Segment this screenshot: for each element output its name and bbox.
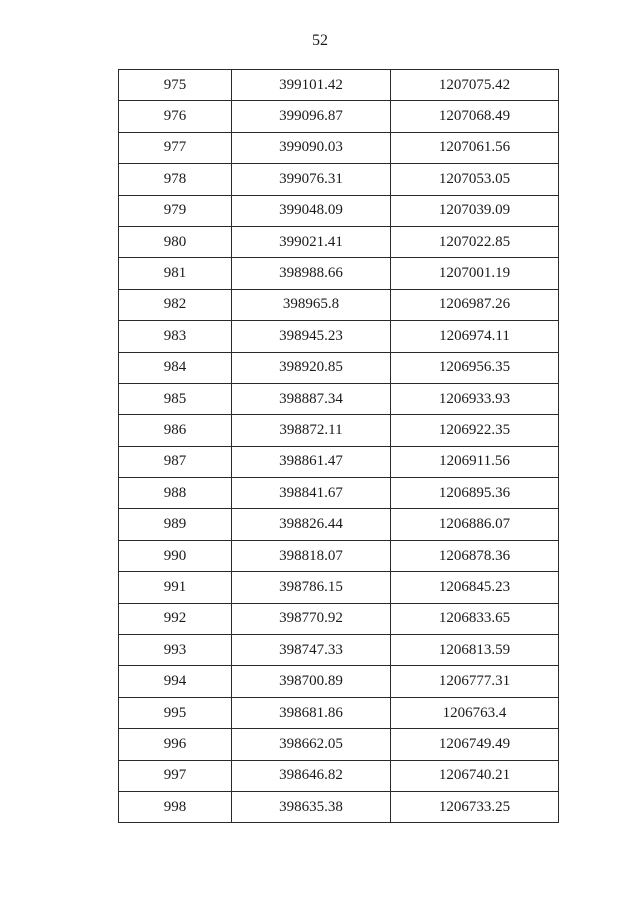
x-coordinate-cell: 398988.66 xyxy=(232,258,391,289)
table-row xyxy=(119,226,559,257)
x-coordinate-cell: 398635.38 xyxy=(232,791,391,822)
x-coordinate-cell: 398700.89 xyxy=(232,666,391,697)
table-row xyxy=(119,478,559,509)
table-row xyxy=(119,666,559,697)
y-coordinate-cell: 1206911.56 xyxy=(391,446,559,477)
point-number-cell: 988 xyxy=(119,478,232,509)
point-number-cell: 984 xyxy=(119,352,232,383)
x-coordinate-cell: 398945.23 xyxy=(232,321,391,352)
table-row xyxy=(119,572,559,603)
table-row xyxy=(119,132,559,163)
table-row xyxy=(119,791,559,822)
y-coordinate-cell: 1207039.09 xyxy=(391,195,559,226)
x-coordinate-cell: 398646.82 xyxy=(232,760,391,791)
y-coordinate-cell: 1206763.4 xyxy=(391,697,559,728)
coordinate-table xyxy=(118,69,559,823)
y-coordinate-cell: 1207075.42 xyxy=(391,70,559,101)
y-coordinate-cell: 1206833.65 xyxy=(391,603,559,634)
coordinate-table-body xyxy=(119,70,559,823)
point-number-cell: 995 xyxy=(119,697,232,728)
y-coordinate-cell: 1206922.35 xyxy=(391,415,559,446)
table-row xyxy=(119,195,559,226)
table-row xyxy=(119,289,559,320)
y-coordinate-cell: 1207068.49 xyxy=(391,101,559,132)
y-coordinate-cell: 1206895.36 xyxy=(391,478,559,509)
y-coordinate-cell: 1206740.21 xyxy=(391,760,559,791)
point-number-cell: 993 xyxy=(119,635,232,666)
table-row xyxy=(119,760,559,791)
point-number-cell: 989 xyxy=(119,509,232,540)
y-coordinate-cell: 1206777.31 xyxy=(391,666,559,697)
y-coordinate-cell: 1206813.59 xyxy=(391,635,559,666)
table-row xyxy=(119,509,559,540)
y-coordinate-cell: 1207022.85 xyxy=(391,226,559,257)
point-number-cell: 998 xyxy=(119,791,232,822)
x-coordinate-cell: 399090.03 xyxy=(232,132,391,163)
table-row xyxy=(119,383,559,414)
table-row xyxy=(119,697,559,728)
x-coordinate-cell: 399101.42 xyxy=(232,70,391,101)
table-row xyxy=(119,321,559,352)
point-number-cell: 997 xyxy=(119,760,232,791)
x-coordinate-cell: 398747.33 xyxy=(232,635,391,666)
x-coordinate-cell: 398818.07 xyxy=(232,540,391,571)
x-coordinate-cell: 398681.86 xyxy=(232,697,391,728)
table-row xyxy=(119,603,559,634)
point-number-cell: 975 xyxy=(119,70,232,101)
page-number: 52 xyxy=(312,32,328,49)
x-coordinate-cell: 398887.34 xyxy=(232,383,391,414)
x-coordinate-cell: 399048.09 xyxy=(232,195,391,226)
x-coordinate-cell: 398861.47 xyxy=(232,446,391,477)
point-number-cell: 978 xyxy=(119,164,232,195)
table-row xyxy=(119,164,559,195)
y-coordinate-cell: 1206749.49 xyxy=(391,729,559,760)
y-coordinate-cell: 1207053.05 xyxy=(391,164,559,195)
point-number-cell: 991 xyxy=(119,572,232,603)
x-coordinate-cell: 398662.05 xyxy=(232,729,391,760)
x-coordinate-cell: 399096.87 xyxy=(232,101,391,132)
x-coordinate-cell: 398872.11 xyxy=(232,415,391,446)
y-coordinate-cell: 1206878.36 xyxy=(391,540,559,571)
point-number-cell: 977 xyxy=(119,132,232,163)
table-row xyxy=(119,540,559,571)
x-coordinate-cell: 398786.15 xyxy=(232,572,391,603)
x-coordinate-cell: 398770.92 xyxy=(232,603,391,634)
table-row xyxy=(119,258,559,289)
y-coordinate-cell: 1206845.23 xyxy=(391,572,559,603)
point-number-cell: 992 xyxy=(119,603,232,634)
point-number-cell: 981 xyxy=(119,258,232,289)
point-number-cell: 976 xyxy=(119,101,232,132)
y-coordinate-cell: 1206974.11 xyxy=(391,321,559,352)
table-row xyxy=(119,635,559,666)
point-number-cell: 990 xyxy=(119,540,232,571)
y-coordinate-cell: 1206987.26 xyxy=(391,289,559,320)
point-number-cell: 982 xyxy=(119,289,232,320)
x-coordinate-cell: 399021.41 xyxy=(232,226,391,257)
point-number-cell: 994 xyxy=(119,666,232,697)
x-coordinate-cell: 398826.44 xyxy=(232,509,391,540)
point-number-cell: 983 xyxy=(119,321,232,352)
table-row xyxy=(119,446,559,477)
x-coordinate-cell: 399076.31 xyxy=(232,164,391,195)
y-coordinate-cell: 1207001.19 xyxy=(391,258,559,289)
y-coordinate-cell: 1206956.35 xyxy=(391,352,559,383)
y-coordinate-cell: 1206733.25 xyxy=(391,791,559,822)
table-row xyxy=(119,70,559,101)
y-coordinate-cell: 1206933.93 xyxy=(391,383,559,414)
x-coordinate-cell: 398841.67 xyxy=(232,478,391,509)
point-number-cell: 980 xyxy=(119,226,232,257)
table-row xyxy=(119,729,559,760)
y-coordinate-cell: 1206886.07 xyxy=(391,509,559,540)
table-row xyxy=(119,352,559,383)
table-row xyxy=(119,415,559,446)
table-row xyxy=(119,101,559,132)
point-number-cell: 986 xyxy=(119,415,232,446)
point-number-cell: 987 xyxy=(119,446,232,477)
x-coordinate-cell: 398920.85 xyxy=(232,352,391,383)
y-coordinate-cell: 1207061.56 xyxy=(391,132,559,163)
point-number-cell: 979 xyxy=(119,195,232,226)
point-number-cell: 985 xyxy=(119,383,232,414)
point-number-cell: 996 xyxy=(119,729,232,760)
x-coordinate-cell: 398965.8 xyxy=(232,289,391,320)
